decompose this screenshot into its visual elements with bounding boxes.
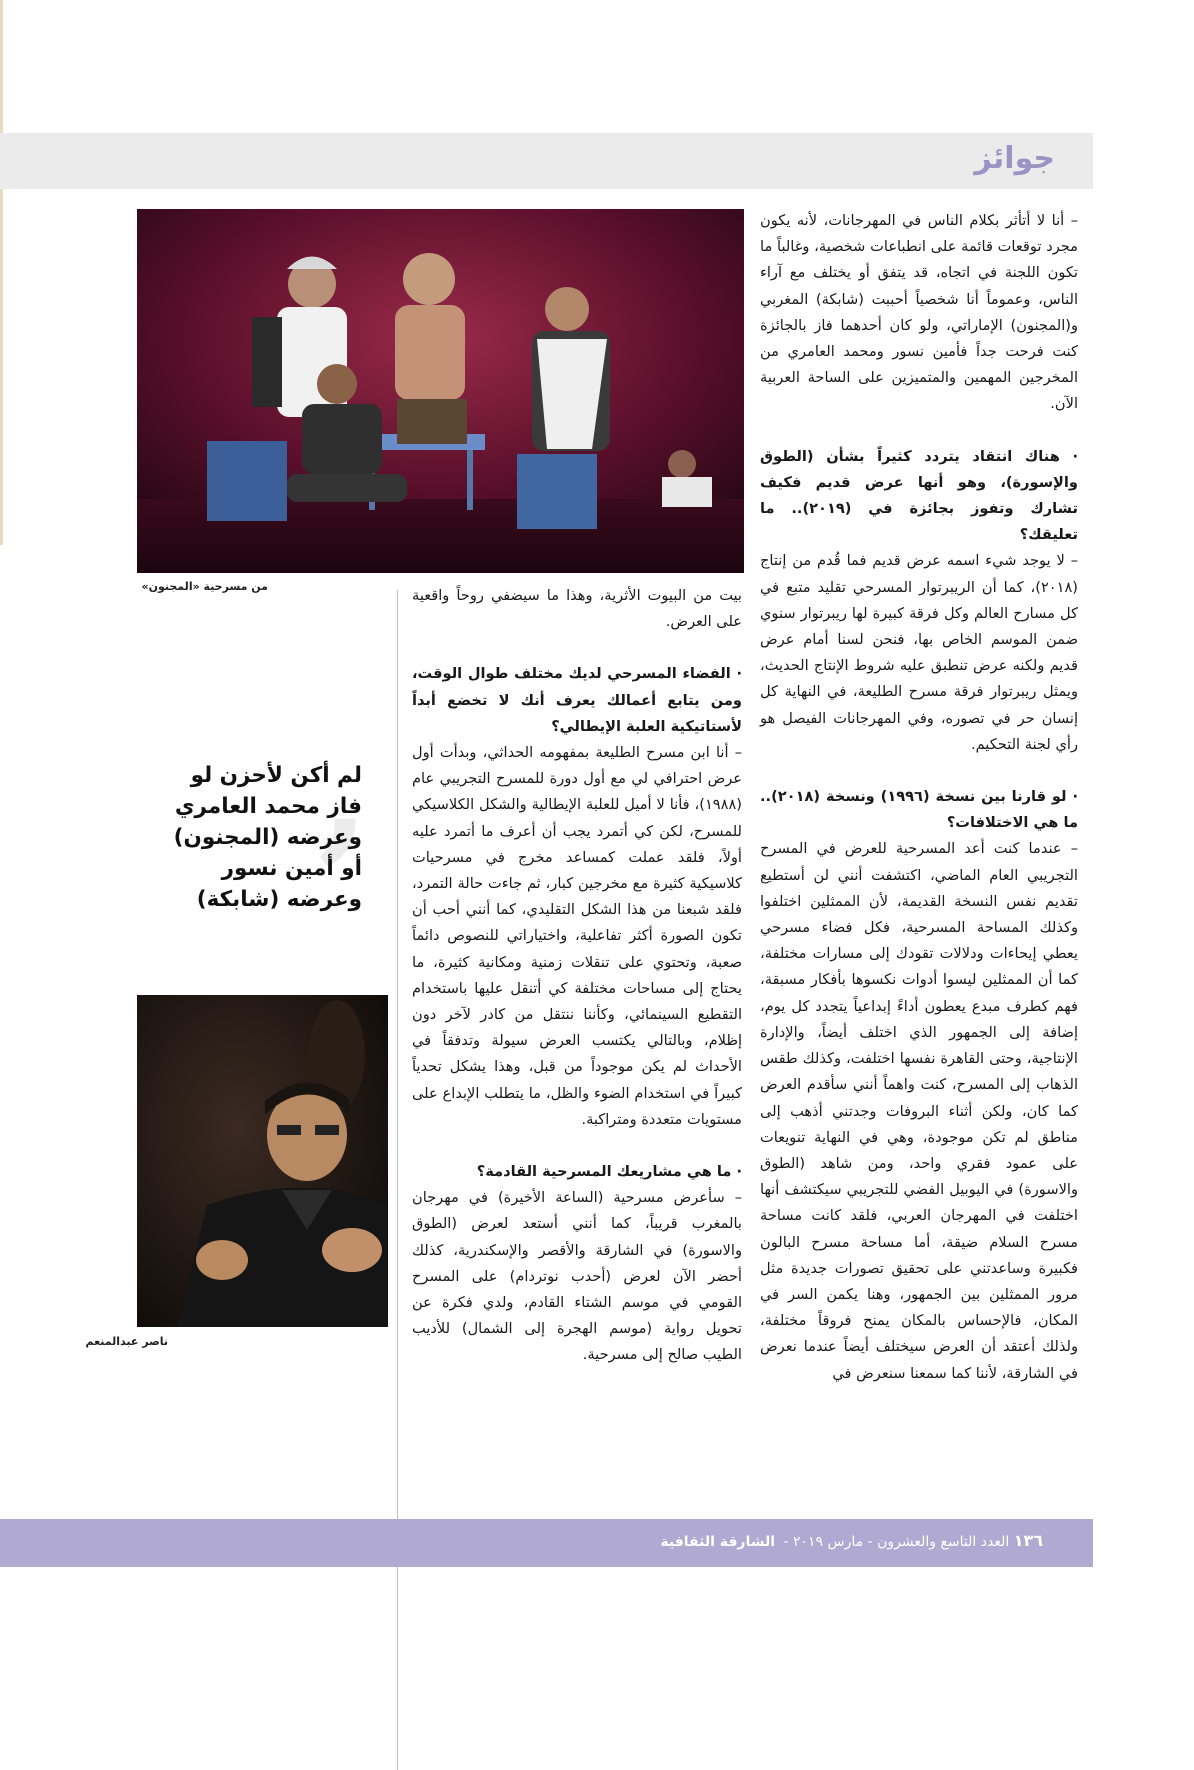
interview-question: · لو قارنا بين نسخة (١٩٩٦) ونسخة (٢٠١٨).. ما هي الاختلافات؟ [760, 788, 1078, 832]
stage-photo-image [137, 209, 744, 573]
footer-band [0, 1519, 1093, 1567]
paragraph-gap [412, 1133, 742, 1159]
section-title: جوائز [974, 141, 1055, 176]
interview-answer: – أنا ابن مسرح الطليعة بمفهومه الحداثي، وبدأت أول عرض احترافي لي مع أول دورة للمسرح التجريبي عام (١٩٨٨)، فأنا لا أميل للعلبة الإيطالية والشكل الكلاسيكي للمسرح، لكن كي أتمرد يجب أن أعرف ما أتمرد عليه أولاً، فلقد عملت كمساعد مخرج في مسرحيات كلاسيكية كثيرة مع مخرجين كبار، ثم جاءت حالة التمرد، فلقد شبعنا من هذا الشكل التقليدي، كما أنني أحب أن تكون الصورة أكثر تفاعلية، واختياراتي للنصوص دائماً صعبة، وتحتوي على تنقلات زمنية ومكانية كثيرة، ما يحتاج إلى مساحات مختلفة كي أتنقل عليها باستخدام التقطيع السينمائي، وكأننا ننتقل من كادر لآخر دون إظلام، وبالتالي يكتسب العرض سيولة وتدفقاً في الأحداث لم يكن موجوداً من قبل، وهذا يشكل تحدياً كبيراً في استخدام الضوء والظل، ما يتطلب الإبداع على مستويات متعددة ومتراكبة. [412, 744, 742, 1128]
article-column-right [760, 208, 1078, 1387]
section-header [0, 133, 1093, 189]
stage-photo-caption: من مسرحية «المجنون» [141, 580, 268, 593]
page-edge-rule [0, 0, 3, 545]
page-number: ١٣٦ [1013, 1531, 1043, 1550]
interview-question: · ما هي مشاريعك المسرحية القادمة؟ [476, 1163, 742, 1181]
interview-answer: – عندما كنت أعد المسرحية للعرض في المسرح التجريبي العام الماضي، اكتشفت أنني لن أستطيع تقديم نفس النسخة القديمة، لأن الممثلين اختلفوا وكذلك المساحة المسرحية، فكل فضاء مسرحي يعطي إيحاءات ودلالات تقودك إلى مسارات مختلفة، كما أن الممثلين ليسوا أدوات نكسوها بأفكار مسبقة، فهم كطرف مبدع يعطون أداءً إبداعياً يتجدد كل يوم، إضافة إلى الجمهور الذي اختلف أيضاً، والإدارة الإنتاجية، وحتى القاهرة نفسها اختلفت، وكذلك طقس الذهاب إلى المسرح، كنت واهماً أنني سأقدم العرض كما كان، ولكن أثناء البروفات وجدتني أذهب إلى مناطق لم تكن موجودة، وهي في النهاية تنويعات على عمود فقري واحد، ومن شاهد (الطوق والاسورة) في اليوبيل الفضي للتجريبي سيكتشف أنها اختلفت في المهرجان العربي، فلقد كانت مساحة مسرح السلام ضيقة، أما مساحة مسرح البالون فكبيرة وساعدتني على تحقيق تصورات جديدة مثل مرور الممثلين بين الجمهور، وهنا يكمن السر في المكان، فالإحساس بالمكان يمنح فروقاً مختلفة، ولذلك أعتقد أن العرض سيختلف أيضاً عندما نعرض في الشارقة، لأننا كما سمعنا سنعرض في [760, 840, 1078, 1382]
article-column-middle [412, 583, 742, 1369]
issue-info: العدد التاسع والعشرون - مارس ٢٠١٩ - [783, 1534, 1010, 1550]
interview-answer: بيت من البيوت الأثرية، وهذا ما سيضفي روحاً واقعية على العرض. [412, 587, 742, 631]
pull-quote: لم أكن لأحزن لو فاز محمد العامري وعرضه (المجنون) أو أمين نسور وعرضه (شابكة) [173, 763, 362, 912]
portrait-photo [137, 995, 388, 1327]
interview-answer: – أنا لا أتأثر بكلام الناس في المهرجانات، لأنه يكون مجرد توقعات قائمة على انطباعات شخصية، وغالباً ما تكون اللجنة في اتجاه، قد يتفق أو يختلف مع آراء الناس، وعموماً أنا شخصياً أحببت (شابكة) المغربي و(المجنون) الإماراتي، ولو كان أحدهما فاز بالجائزة كنت فرحت جداً فأمين نسور ومحمد العامري من المخرجين المهمين والمتميزين على الساحة العربية الآن. [760, 212, 1078, 413]
footer-text [660, 1531, 1043, 1550]
paragraph-gap [760, 758, 1078, 784]
magazine-logo: الشارقة الثقافية [660, 1534, 776, 1550]
interview-answer: – سأعرض مسرحية (الساعة الأخيرة) في مهرجان بالمغرب قريباً، كما أنني أستعد لعرض (الطوق والاسورة) في الشارقة والأقصر والإسكندرية، كذلك أحضر الآن لعرض (أحدب نوتردام) على المسرح القومي في موسم الشتاء القادم، ولدي فكرة عن تحويل رواية (موسم الهجرة إلى الشمال) للأديب الطيب صالح إلى مسرحية. [412, 1189, 742, 1364]
interview-answer: – لا يوجد شيء اسمه عرض قديم فما قُدم من إنتاج (٢٠١٨)، كما أن الريبرتوار المسرحي تقليد متبع في كل مسارح العالم وكل فرقة كبيرة لها ريبرتوار سنوي ضمن الموسم الخاص بها، فنحن لسنا أمام عرض قديم ولكنه عرض تنطبق عليه شروط الإنتاج الحديث، ويمثل ريبرتوار فرقة مسرح الطليعة، في النهاية كل إنسان حر في تصوره، وفي المهرجانات الفيصل هو رأي لجنة التحكيم. [760, 552, 1078, 753]
portrait-photo-image [137, 995, 388, 1327]
stage-photo [137, 209, 744, 573]
quote-mark-icon: , [318, 702, 371, 878]
column-divider [397, 590, 398, 1770]
paragraph-gap [760, 418, 1078, 444]
interview-question: · هناك انتقاد يتردد كثيراً بشأن (الطوق والإسورة)، وهو أنها عرض قديم فكيف تشارك وتفوز بجائزة في (٢٠١٩).. ما تعليقك؟ [760, 447, 1078, 544]
paragraph-gap [412, 635, 742, 661]
portrait-photo-caption: ناصر عبدالمنعم [85, 1335, 168, 1348]
interview-question: · الفضاء المسرحي لديك مختلف طوال الوقت، ومن يتابع أعمالك يعرف أنك لا تخضع أبداً لأستاتيكية العلبة الإيطالي؟ [412, 665, 742, 735]
